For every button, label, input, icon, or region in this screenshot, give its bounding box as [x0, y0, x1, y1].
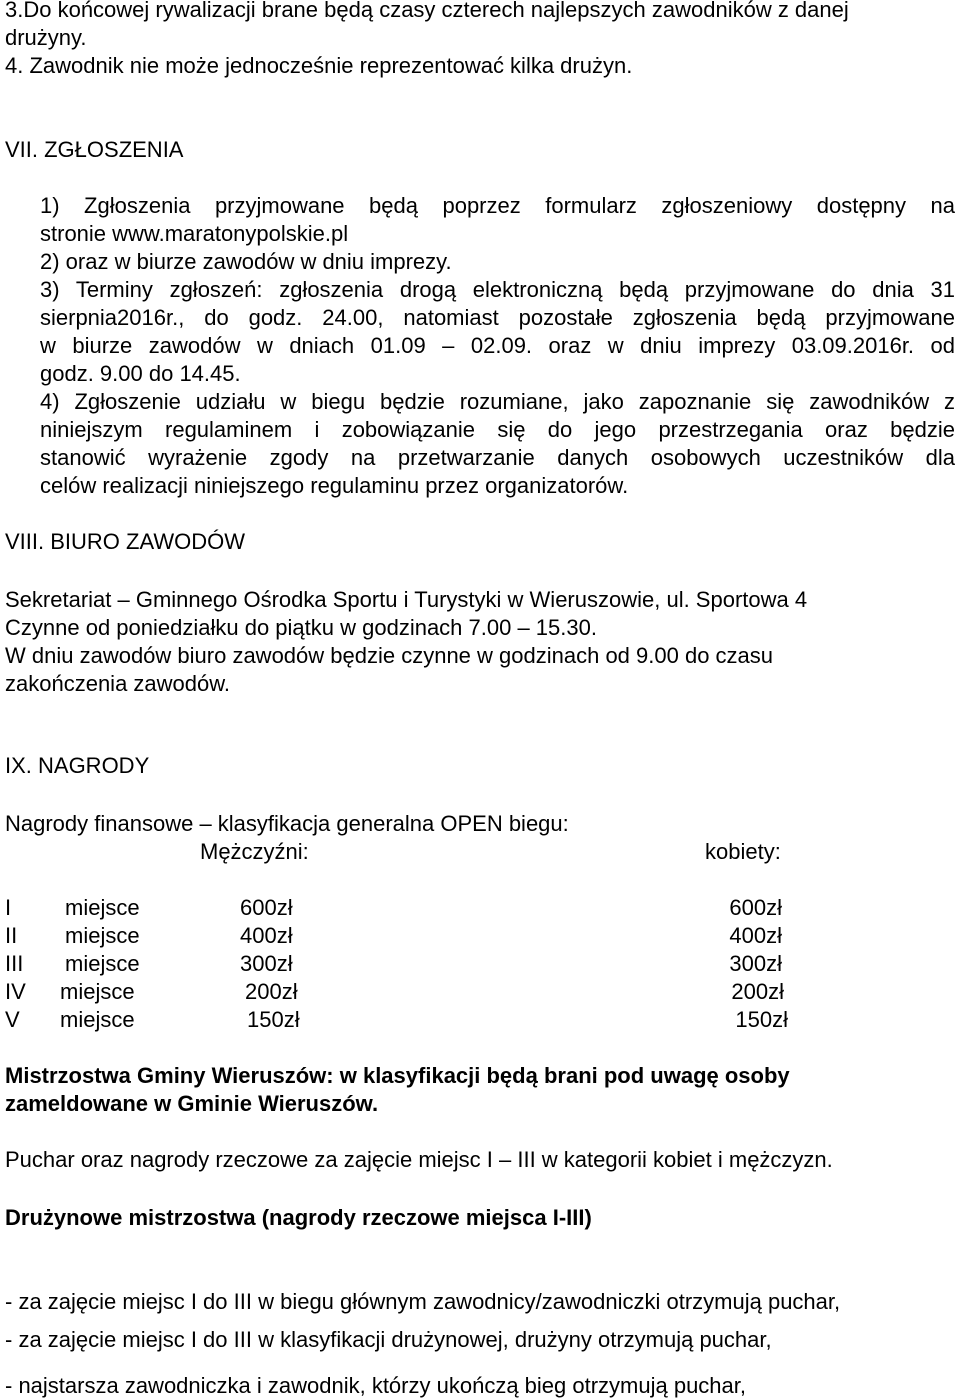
cups-line: Puchar oraz nagrody rzeczowe za zajęcie miejsc I – III w kategorii kobiet i mężczyzn.	[5, 1147, 833, 1172]
prize-place-label: miejsce	[65, 951, 140, 976]
section-7-item-1-line-2: stronie www.maratonypolskie.pl	[40, 221, 349, 246]
section-8-heading: VIII. BIURO ZAWODÓW	[5, 529, 245, 554]
prize-place: III	[5, 951, 24, 976]
section-7-item-4-line-3: stanowić wyrażenie zgody na przetwarzanie danych osobowych uczestników dla	[40, 445, 955, 470]
prize-women-amount: 600zł	[729, 895, 782, 920]
section-8-line-2: Czynne od poniedziałku do piątku w godzinach 7.00 – 15.30.	[5, 615, 597, 640]
prize-women-amount: 150zł	[735, 1007, 788, 1032]
prize-women-amount: 300zł	[729, 951, 782, 976]
prize-men-amount: 600zł	[240, 895, 293, 920]
prize-place-label: miejsce	[65, 895, 140, 920]
prize-place: IV	[5, 979, 26, 1004]
section-7-heading: VII. ZGŁOSZENIA	[5, 137, 184, 162]
section-8-line-3: W dniu zawodów biuro zawodów będzie czynne w godzinach od 9.00 do czasu	[5, 643, 774, 668]
prize-men-amount: 300zł	[240, 951, 293, 976]
men-header: Mężczyźni:	[200, 839, 309, 864]
prize-place: II	[5, 923, 18, 948]
rule-3-line-2: drużyny.	[5, 25, 87, 50]
section-8-line-4: zakończenia zawodów.	[5, 671, 231, 696]
section-9-heading: IX. NAGRODY	[5, 753, 150, 778]
municipality-line-1: Mistrzostwa Gminy Wieruszów: w klasyfikacji będą brani pod uwagę osoby	[5, 1063, 790, 1088]
team-item-1: - za zajęcie miejsc I do III w biegu głównym zawodnicy/zawodniczki otrzymują puchar,	[5, 1289, 841, 1314]
section-7-item-3-line-3: w biurze zawodów w dniach 01.09 – 02.09. oraz w dniu imprezy 03.09.2016r. od	[40, 333, 955, 358]
section-7-item-1-line-1: 1) Zgłoszenia przyjmowane będą poprzez formularz zgłoszeniowy dostępny na	[40, 193, 955, 218]
prize-place-label: miejsce	[65, 923, 140, 948]
prize-place: I	[5, 895, 12, 920]
section-7-item-4-line-1: 4) Zgłoszenie udziału w biegu będzie rozumiane, jako zapoznanie się zawodników z	[40, 389, 955, 414]
prize-place: V	[5, 1007, 20, 1032]
section-7-item-4-line-4: celów realizacji niniejszego regulaminu przez organizatorów.	[40, 473, 629, 498]
rule-3-line-1: 3.Do końcowej rywalizacji brane będą czasy czterech najlepszych zawodników z danej	[5, 0, 849, 22]
team-item-3: - najstarsza zawodniczka i zawodnik, którzy ukończą bieg otrzymują puchar,	[5, 1373, 747, 1398]
prize-men-amount: 400zł	[240, 923, 293, 948]
section-7-item-3-line-2: sierpnia2016r., do godz. 24.00, natomiast pozostałe zgłoszenia będą przyjmowane	[40, 305, 955, 330]
municipality-line-2: zameldowane w Gminie Wieruszów.	[5, 1091, 379, 1116]
section-7-item-3-line-1: 3) Terminy zgłoszeń: zgłoszenia drogą elektroniczną będą przyjmowane do dnia 31	[40, 277, 955, 302]
team-heading: Drużynowe mistrzostwa (nagrody rzeczowe miejsca I-III)	[5, 1205, 592, 1230]
section-7-item-3-line-4: godz. 9.00 do 14.45.	[40, 361, 241, 386]
prize-men-amount: 200zł	[245, 979, 298, 1004]
team-item-2: - za zajęcie miejsc I do III w klasyfikacji drużynowej, drużyny otrzymują puchar,	[5, 1327, 772, 1352]
prize-place-label: miejsce	[60, 1007, 135, 1032]
section-7-item-4-line-2: niniejszym regulaminem i zobowiązanie się do jego przestrzegania oraz będzie	[40, 417, 955, 442]
prize-women-amount: 200zł	[731, 979, 784, 1004]
prize-women-amount: 400zł	[729, 923, 782, 948]
rule-4: 4. Zawodnik nie może jednocześnie reprezentować kilka drużyn.	[5, 53, 633, 78]
prize-men-amount: 150zł	[247, 1007, 300, 1032]
prize-place-label: miejsce	[60, 979, 135, 1004]
women-header: kobiety:	[705, 839, 781, 864]
section-7-item-2: 2) oraz w biurze zawodów w dniu imprezy.	[40, 249, 452, 274]
prize-title: Nagrody finansowe – klasyfikacja generalna OPEN biegu:	[5, 811, 569, 836]
section-8-line-1: Sekretariat – Gminnego Ośrodka Sportu i Turystyki w Wieruszowie, ul. Sportowa 4	[5, 587, 808, 612]
